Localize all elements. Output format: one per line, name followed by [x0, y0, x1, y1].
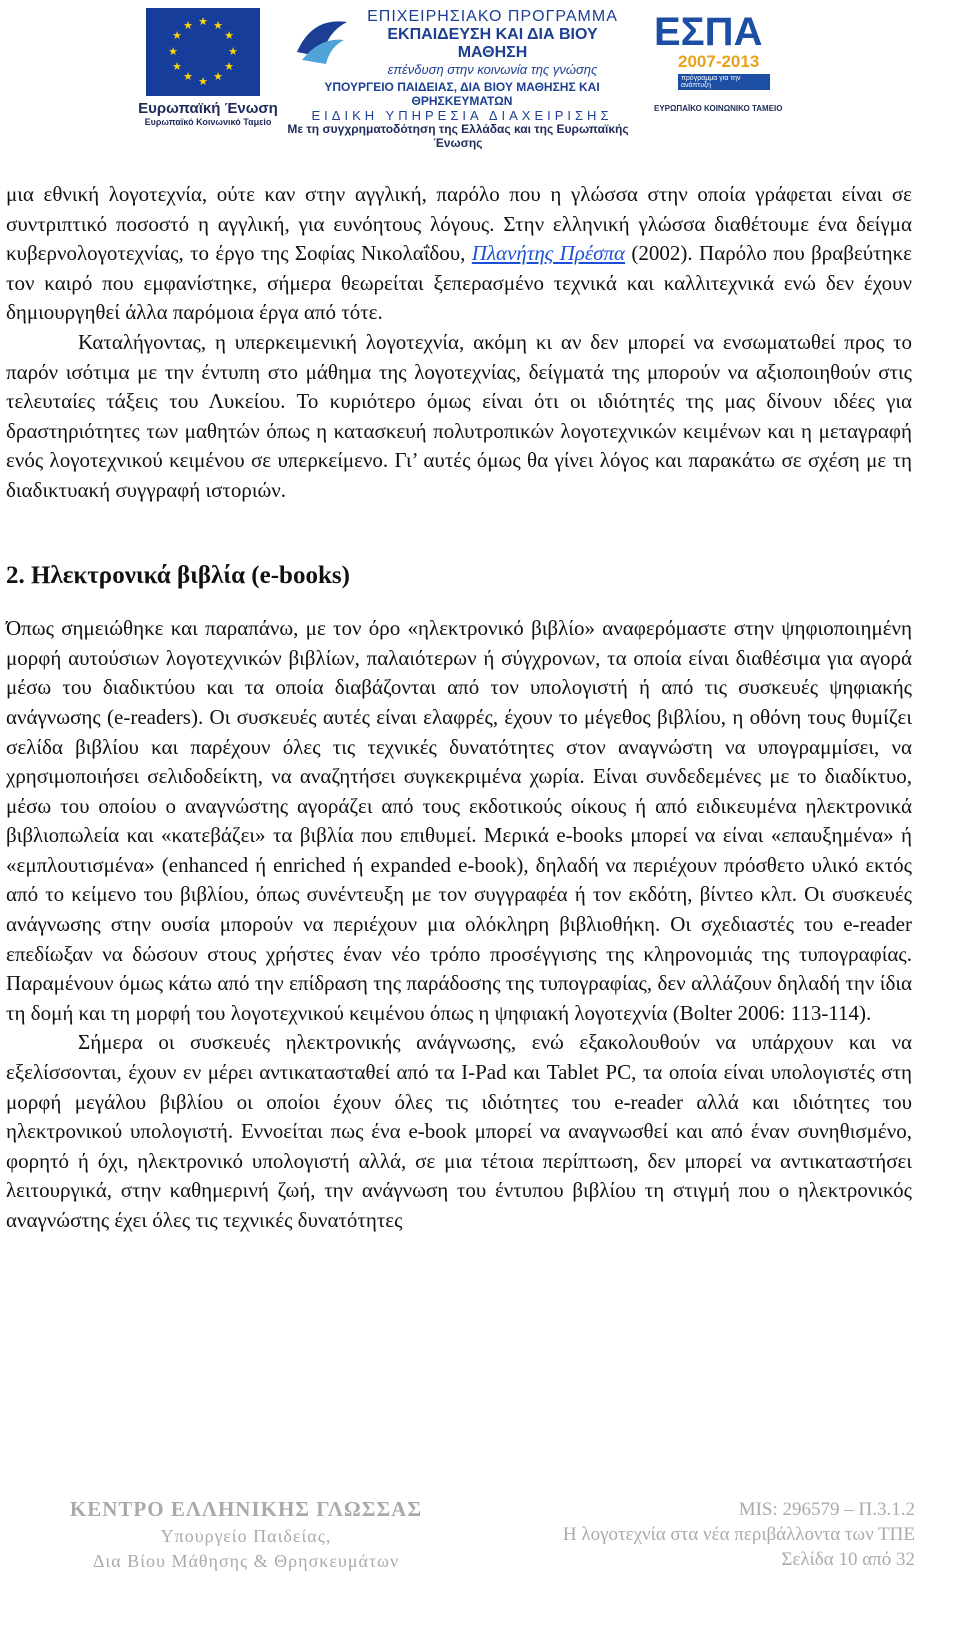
espa-title: ΕΣΠΑ [654, 10, 763, 54]
section-heading: 2. Ηλεκτρονικά βιβλία (e-books) [6, 561, 350, 589]
paragraph-1-text-a: μια εθνική λογοτεχνία, ούτε καν στην αγγλική, παρόλο που η γλώσσα στην οποία γράφεται είναι σε συντριπτικό ποσοστό η αγγλική, για ευνόητους λόγους. Στην ελληνική γλώσσα διαθέτουμε ένα δείγμα κυβερνολογοτεχνίας, το έργο της Σοφίας Νικολαΐδου, [6, 182, 912, 266]
program-logo-icon [292, 12, 352, 67]
footer-mis: MIS: 296579 – Π.3.1.2 [738, 1499, 915, 1520]
paragraph-1-text-b: (2002). Παρόλο που βραβεύτηκε τον καιρό που εμφανίστηκε, σήμερα θεωρείται ξεπερασμένο τεχνικά και καλλιτεχνικά ενώ δεν έχουν δημιουργηθεί άλλα παρόμοια έργα από τότε. [6, 241, 912, 325]
svg-text:★: ★ [224, 29, 234, 42]
planitis-prespa-link[interactable]: Πλανήτης Πρέσπα [471, 241, 626, 266]
paragraph-1 [6, 180, 912, 328]
eu-label-sub: Ευρωπαϊκό Κοινωνικό Ταμείο [144, 117, 272, 127]
svg-text:★: ★ [198, 75, 208, 88]
eu-label-title: Ευρωπαϊκή Ένωση [138, 100, 278, 117]
footer-organization [26, 1497, 466, 1572]
eu-flag-logo [146, 8, 260, 96]
program-slogan: επένδυση στην κοινωνία της γνώσης [387, 62, 598, 77]
cofund-label: Με τη συγχρηματοδότηση της Ελλάδας και της Ευρωπαϊκής Ένωσης [287, 122, 629, 150]
paragraph-2: Καταλήγοντας, η υπερκειμενική λογοτεχνία, ακόμη κι αν δεν μπορεί να ενσωματωθεί προς το παρόν ισότιμα με την έντυπη στο μάθημα της λογοτεχνίας, δείγματά της μπορούν να αξιοποιηθούν στις τελευταίες τάξεις του Λυκείου. Το κυριότερο όμως είναι ότι οι ιδιότητές της μας δίνουν ιδέες για δραστηριότητες των μαθητών όπως η κατασκευή πολυτροπικών λογοτεχνικών κειμένων και η μεταγραφή ενός λογοτεχνικού κειμένου σε υπερκείμενο. Γι’ αυτές όμως θα γίνει λόγος και παρακάτω σε σχέση με τη διαδικτυακή συγγραφή ιστοριών. [6, 329, 912, 502]
footer-document-info [563, 1497, 915, 1572]
svg-text:★: ★ [183, 70, 193, 83]
program-title [355, 8, 630, 77]
ministry-label [297, 80, 627, 123]
document-body [6, 180, 912, 1236]
program-line1: ΕΠΙΧΕΙΡΗΣΙΑΚΟ ΠΡΟΓΡΑΜΜΑ [367, 8, 618, 25]
paragraph-4: Σήμερα οι συσκευές ηλεκτρονικής ανάγνωσης, ενώ εξακολουθούν να υπάρχουν και να εξελίσσονται, έχουν εν μέρει αντικατασταθεί από τα I-Pad και Tablet PC, τα οποία είναι υπολογιστές στη μορφή μεγάλου βιβλίου οι οποίοι έχουν όλες τις ιδιότητες του e-reader αλλά και ιδιότητες του ηλεκτρονικού υπολογιστή. Εννοείται πως ένα e-book μπορεί να αναγνωσθεί και από έναν συνηθισμένο, φορητό ή όχι, ηλεκτρονικό υπολογιστή αλλά, σε μια τέτοια περίπτωση, δεν μπορεί να αντικαταστήσει λειτουργικά, στην καθημερινή ζωή, την ανάγνωση του έντυπου βιβλίου τη στιγμή που ο ηλεκτρονικός αναγνώστης έχει όλες τις τεχνικές δυνατότητες [6, 1030, 912, 1232]
svg-text:★: ★ [172, 29, 182, 42]
footer-org-name: ΚΕΝΤΡΟ ΕΛΛΗΝΙΚΗΣ ΓΛΩΣΣΑΣ [69, 1497, 423, 1521]
svg-text:★: ★ [213, 19, 223, 32]
svg-text:★: ★ [198, 15, 208, 28]
espa-years: 2007-2013 [678, 52, 760, 71]
svg-text:★: ★ [183, 19, 193, 32]
footer-ministry-line1: Υπουργείο Παιδείας, [160, 1526, 332, 1546]
footer-page-number: Σελίδα 10 από 32 [781, 1549, 915, 1570]
footer-doc-title: Η λογοτεχνία στα νέα περιβάλλοντα των ΤΠΕ [562, 1524, 915, 1545]
espa-logo [654, 12, 782, 102]
ministry-line2: ΕΙΔΙΚΗ ΥΠΗΡΕΣΙΑ ΔΙΑΧΕΙΡΙΣΗΣ [311, 108, 613, 123]
svg-text:★: ★ [172, 60, 182, 73]
paragraph-3: Όπως σημειώθηκε και παραπάνω, με τον όρο «ηλεκτρονικό βιβλίο» αναφερόμαστε στην ψηφιοποιημένη μορφή αυτούσιων λογοτεχνικών βιβλίων, παλαιότερων ή σύγχρονων, τα οποία είναι διαθέσιμα για αγορά μέσω του διαδικτύου και τα οποία διαβάζονται από τον υπολογιστή ή από τις συσκευές ψηφιακής ανάγνωσης (e-readers). Οι συσκευές αυτές είναι ελαφρές, έχουν το μέγεθος βιβλίου, η οθόνη τους θυμίζει σελίδα βιβλίου και παρέχουν όλες τις τεχνικές δυνατότητες στον αναγνώστη να υπογραμμίσει, να χρησιμοποιήσει σελιδοδείκτη, να αναζητήσει συγκεκριμένα χωρία. Είναι συνδεδεμένες με το διαδίκτυο, μέσω του οποίου ο αναγνώστης αγοράζει από τους εκδοτικούς οίκους ή από ειδικευμένα ηλεκτρονικά βιβλιοπωλεία και «κατεβάζει» τα βιβλία που επιθυμεί. Μερικά e-books μπορεί να είναι «επαυξημένα» ή «εμπλουτισμένα» (enhanced ή enriched ή expanded e-book), δηλαδή να περιέχουν πρόσθετο υλικό εκτός από το κείμενο του βιβλίου, όπως συνέντευξη με τον συγγραφέα ή τον εκδότη, βίντεο κλπ. Οι συσκευές ανάγνωσης στην ουσία μπορούν να περιέχουν μια ολόκληρη βιβλιοθήκη. Οι σχεδιαστές του e-reader επεδίωξαν να δώσουν στους χρήστες έναν νέο τρόπο προσέγγισης της κληρονομιάς της τυπογραφίας. Παραμένουν όμως κάτω από την επίδραση της παράδοσης της τυπογραφίας, δεν αλλάζουν δηλαδή την ίδια τη δομή και τη μορφή του λογοτεχνικού κειμένου όπως η ψηφιακή λογοτεχνία (Bolter 2006: 113-114). [6, 616, 912, 1025]
svg-text:★: ★ [228, 45, 238, 58]
footer-ministry-line2: Δια Βίου Μάθησης & Θρησκευμάτων [92, 1551, 400, 1571]
ministry-line1: ΥΠΟΥΡΓΕΙΟ ΠΑΙΔΕΙΑΣ, ΔΙΑ ΒΙΟΥ ΜΑΘΗΣΗΣ ΚΑΙ ΘΡΗΣΚΕΥΜΑΤΩΝ [324, 80, 600, 108]
header-logos [0, 0, 960, 150]
espa-fund-label: ΕΥΡΩΠΑΪΚΟ ΚΟΙΝΩΝΙΚΟ ΤΑΜΕΙΟ [654, 104, 783, 113]
espa-subtitle: πρόγραμμα για την ανάπτυξη [678, 74, 770, 90]
program-line2: ΕΚΠΑΙΔΕΥΣΗ ΚΑΙ ΔΙΑ ΒΙΟΥ ΜΑΘΗΣΗ [387, 26, 598, 61]
svg-text:★: ★ [168, 45, 178, 58]
svg-text:★: ★ [224, 60, 234, 73]
eu-stars-icon [146, 8, 260, 96]
svg-text:★: ★ [213, 70, 223, 83]
eu-label [138, 100, 278, 127]
